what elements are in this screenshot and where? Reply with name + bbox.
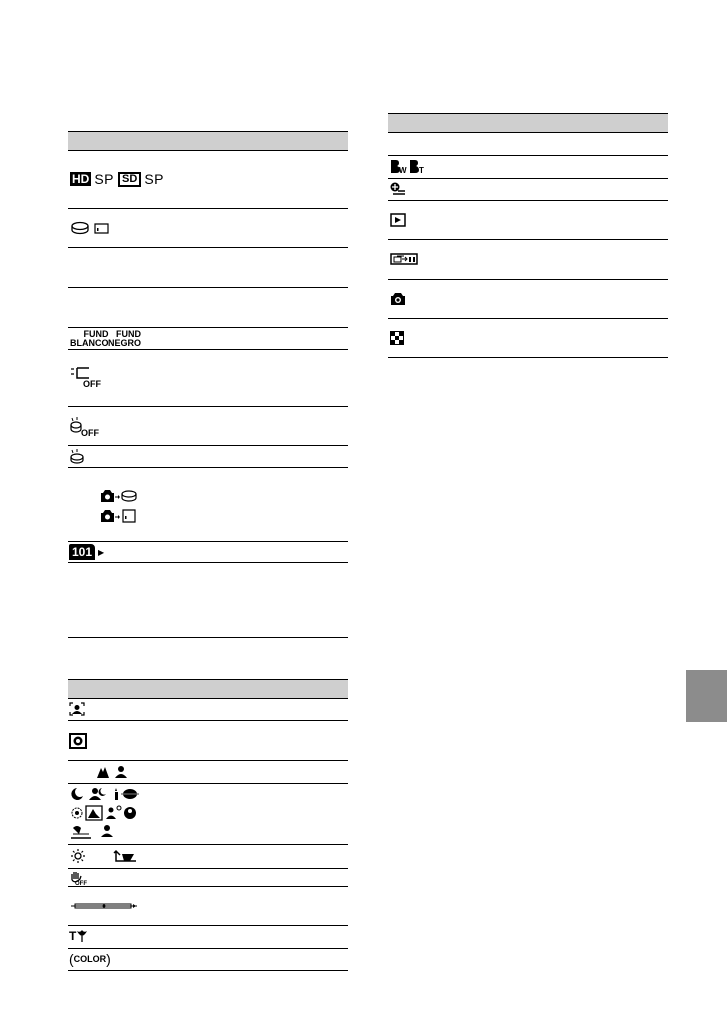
bw-icon <box>390 159 426 174</box>
landscape-icon <box>96 765 110 779</box>
table-row <box>388 240 668 280</box>
svg-text:OFF: OFF <box>83 379 101 388</box>
face-target-icon <box>69 733 87 749</box>
table-row <box>68 721 348 761</box>
svg-text:W: W <box>399 166 407 174</box>
sp-label: SP <box>144 171 164 187</box>
disk-small-icon <box>69 449 87 464</box>
photo-to-disk-icon <box>99 488 139 504</box>
table-row <box>388 179 668 201</box>
lcd-off-icon <box>69 366 109 388</box>
hd-badge: HD <box>72 172 90 186</box>
table-row <box>68 869 348 887</box>
photo-to-card-icon <box>99 508 139 524</box>
right-table <box>388 113 668 358</box>
svg-text:OFF: OFF <box>75 881 87 886</box>
table-row <box>68 761 348 784</box>
table-row <box>68 926 348 949</box>
memory-card-icon <box>94 222 110 234</box>
scene-icons <box>69 786 169 842</box>
disk-icon <box>70 221 90 235</box>
table-row <box>68 407 348 446</box>
table-row <box>68 288 348 328</box>
wb-one-push-icon <box>112 849 140 863</box>
fund-blanco-label: FUND BLANCO <box>70 329 109 348</box>
left-table-1 <box>68 131 348 638</box>
grid-icon <box>390 331 404 345</box>
table-row <box>68 699 348 721</box>
table-header <box>388 113 668 133</box>
table-row <box>68 887 348 926</box>
table-row <box>388 201 668 240</box>
table-row <box>68 949 348 971</box>
play-small-icon: ▶ <box>98 547 105 557</box>
sd-badge: SD <box>118 172 141 187</box>
sun-icon <box>69 848 87 864</box>
table-row <box>68 248 348 288</box>
section-tab <box>686 670 727 722</box>
hd-sp-icon <box>70 171 168 187</box>
table-row <box>68 209 348 248</box>
table-header <box>68 679 348 699</box>
table-row <box>388 319 668 358</box>
slider-icon <box>69 901 139 911</box>
plus-list-icon <box>390 182 406 196</box>
camera-icon <box>390 292 406 306</box>
table-row <box>388 280 668 319</box>
tele-macro-icon: T <box>69 929 88 943</box>
svg-text:T: T <box>419 166 424 174</box>
left-table-2 <box>68 679 348 971</box>
slideshow-icon <box>390 253 418 265</box>
play-icon <box>390 213 406 227</box>
face-icon <box>69 702 85 716</box>
table-row <box>68 151 348 209</box>
disk-off-icon <box>69 417 109 437</box>
table-row <box>68 468 348 542</box>
table-row <box>68 350 348 407</box>
portrait-icon <box>114 765 128 779</box>
svg-text:OFF: OFF <box>81 428 99 437</box>
sp-label: SP <box>94 171 115 187</box>
color-icon: ( COLOR ) <box>69 951 111 967</box>
table-row <box>68 563 348 638</box>
table-row <box>68 446 348 468</box>
table-row <box>68 784 348 845</box>
table-row <box>68 542 348 563</box>
table-row <box>388 156 668 179</box>
steadyshot-off-icon <box>69 870 89 886</box>
table-row <box>68 328 348 350</box>
fund-negro-label: FUND NEGRO <box>108 329 142 348</box>
table-header <box>68 131 348 151</box>
table-row <box>68 845 348 869</box>
table-row <box>388 133 668 156</box>
folder-icon: 101 ▶ <box>69 544 104 560</box>
